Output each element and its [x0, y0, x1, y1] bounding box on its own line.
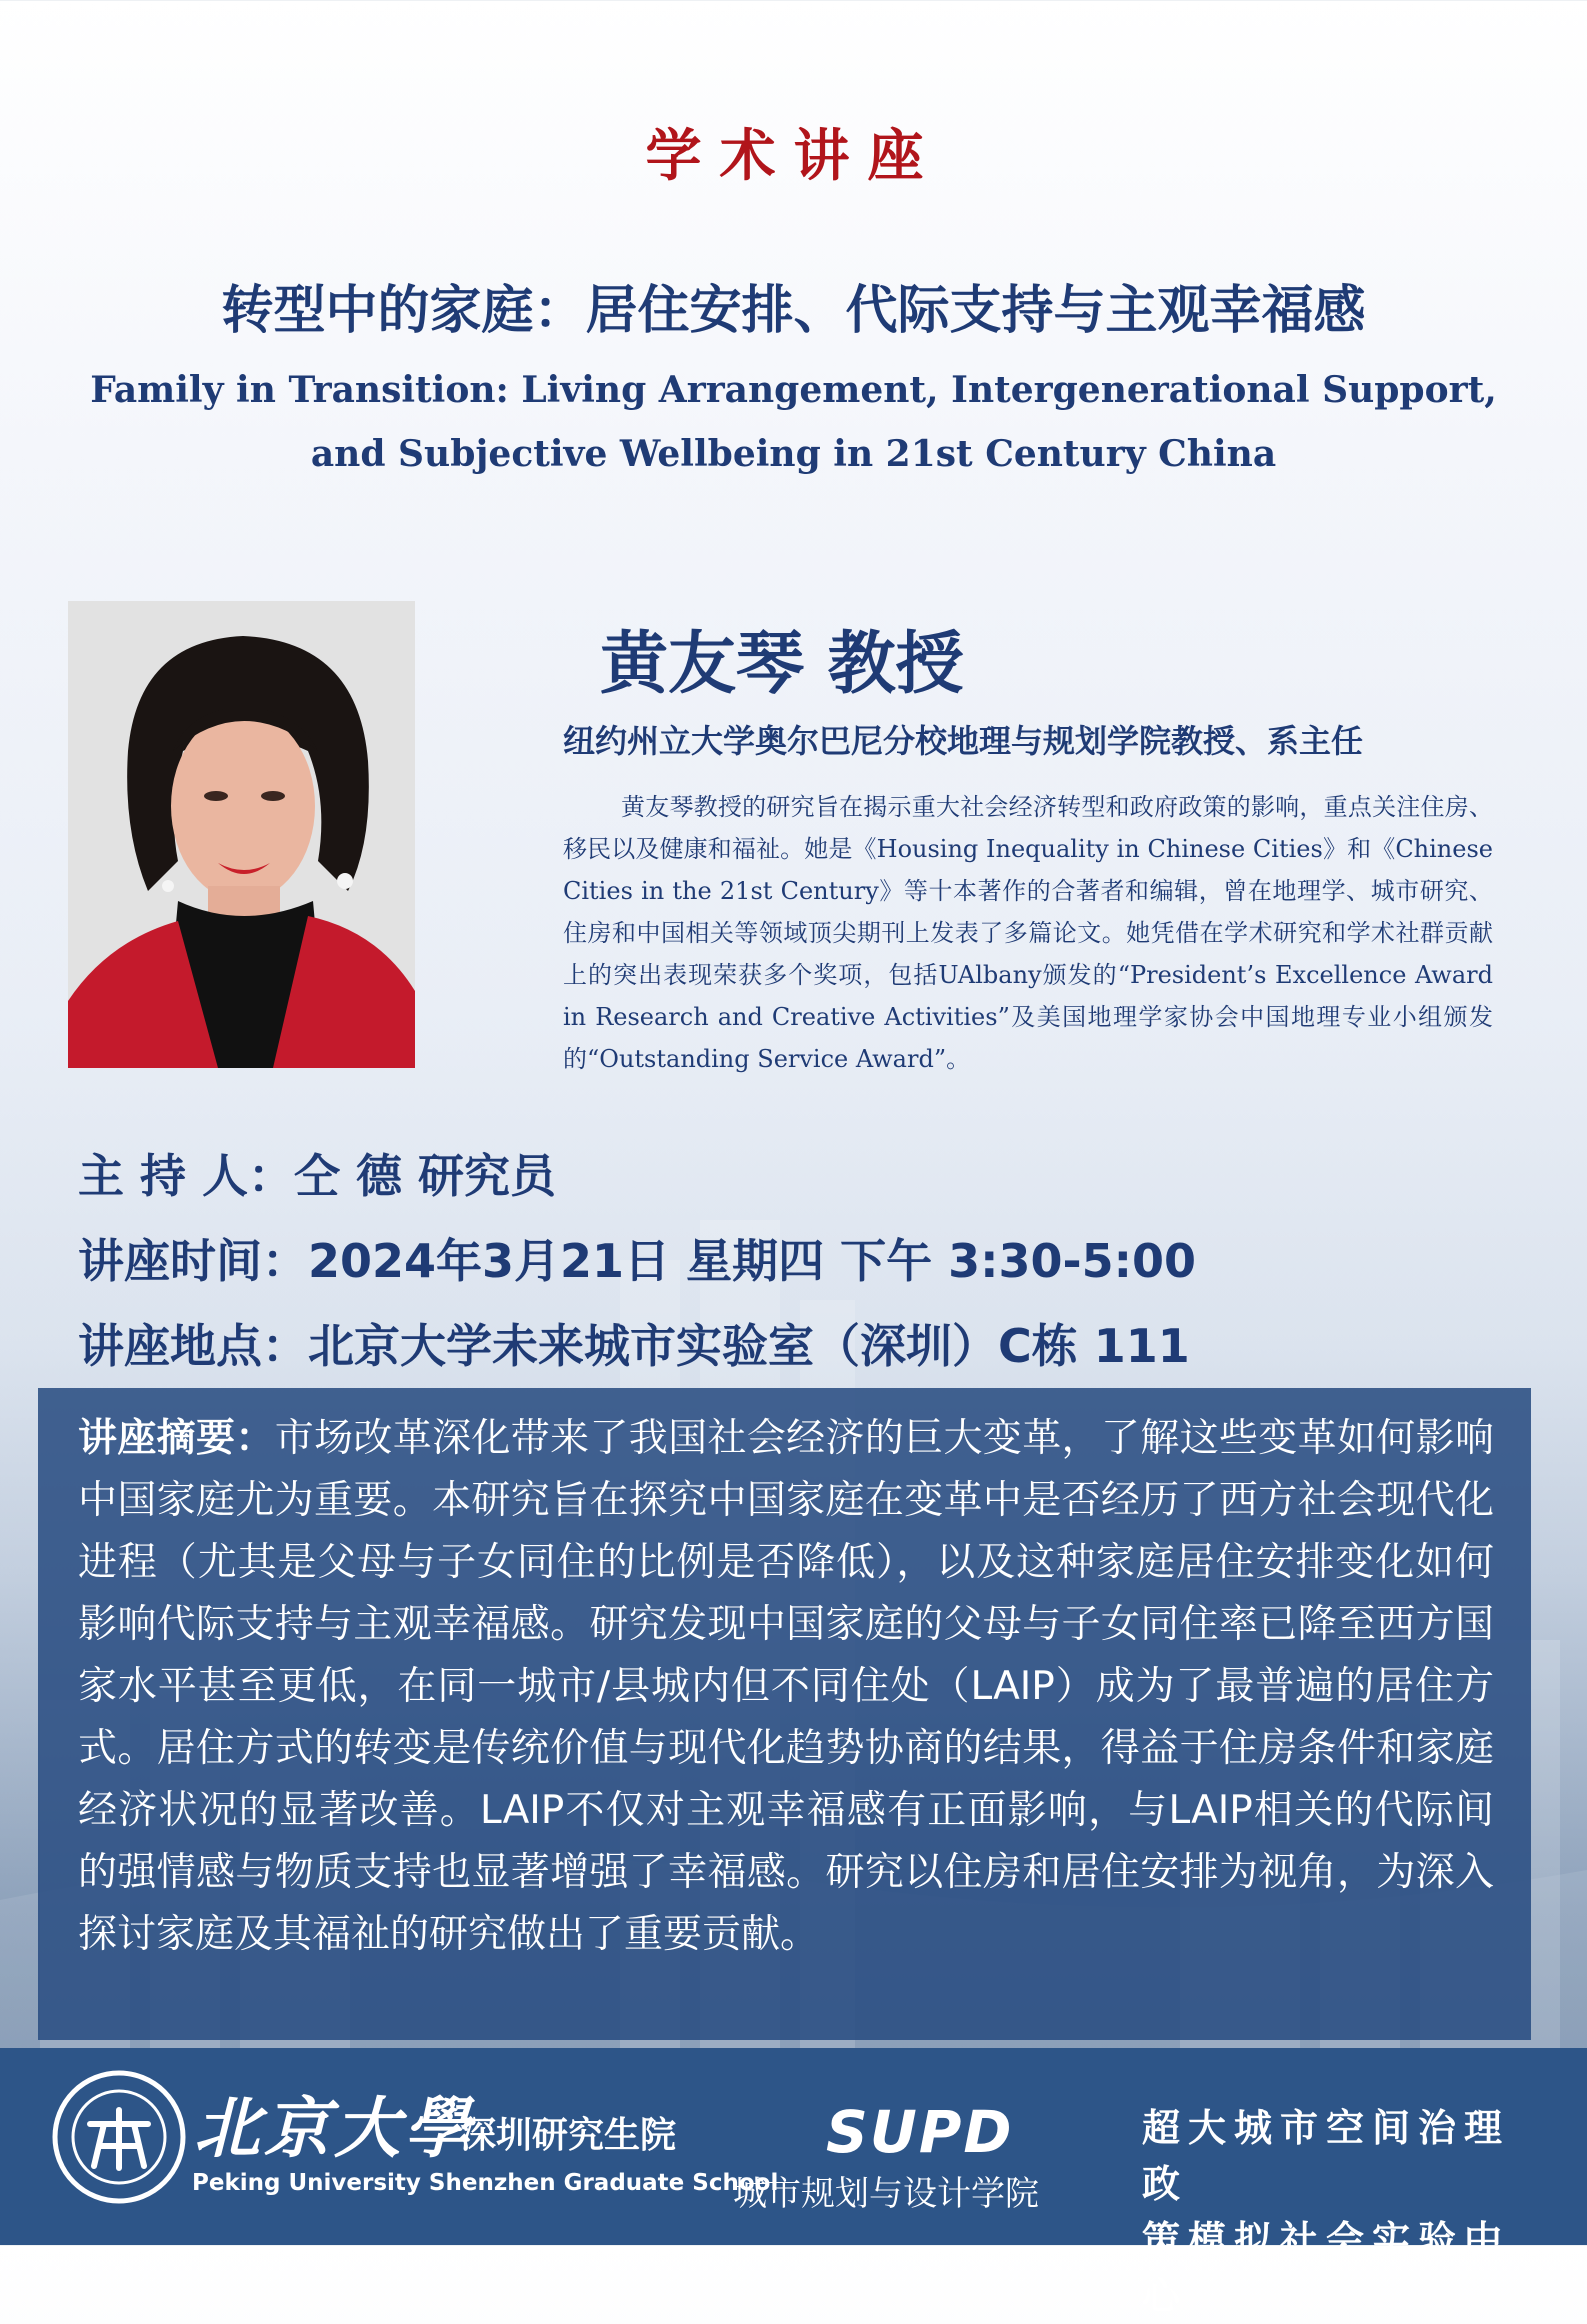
research-center-line1: 超大城市空间治理政	[1142, 2106, 1511, 2206]
abstract-label: 讲座摘要：	[78, 1416, 275, 1461]
speaker-portrait	[68, 601, 415, 1068]
pku-name-en: Peking University Shenzhen Graduate School	[192, 2170, 779, 2196]
pku-subname-cn: 深圳研究生院	[460, 2115, 677, 2156]
place-line: 讲座地点：北京大学未来城市实验室（深圳）C栋 111	[78, 1319, 1190, 1373]
portrait-illustration	[68, 601, 415, 1068]
time-line: 讲座时间：2024年3月21日 星期四 下午 3:30-5:00	[78, 1234, 1197, 1288]
speaker-bio: 黄友琴教授的研究旨在揭示重大社会经济转型和政府政策的影响，重点关注住房、移民以及健康和福祉。她是《Housing Inequality in Chinese Cities》和《Chinese Cities in the 21st Century》等十本著作的合著者和编辑，曾在地理学、城市研究、住房和中国相关等领域顶尖期刊上发表了多篇论文。她凭借在学术研究和学术社群贡献上的突出表现荣获多个奖项，包括UAlbany颁发的“President’s Excellence Award in Research and Creative Activities”及美国地理学家协会中国地理专业小组颁发的“Outstanding Service Award”。	[563, 793, 1493, 1073]
abstract-body: 市场改革深化带来了我国社会经济的巨大变革，了解这些变革如何影响中国家庭尤为重要。本研究旨在探究中国家庭在变革中是否经历了西方社会现代化进程（尤其是父母与子女同住的比例是否降低），以及这种家庭居住安排变化如何影响代际支持与主观幸福感。研究发现中国家庭的父母与子女同住率已降至西方国家水平甚至更低，在同一城市/县城内但不同住处（LAIP）成为了最普遍的居住方式。居住方式的转变是传统价值与现代化趋势协商的结果，得益于住房条件和家庭经济状况的显著改善。LAIP不仅对主观幸福感有正面影响，与LAIP相关的代际间的强情感与物质支持也显著增强了幸福感。研究以住房和居住安排为视角，为深入探讨家庭及其福祉的研究做出了重要贡献。	[78, 1416, 1494, 1957]
event-type-heading: 学术讲座	[645, 124, 942, 189]
speaker-affiliation: 纽约州立大学奥尔巴尼分校地理与规划学院教授、系主任	[563, 722, 1364, 760]
research-center-name	[1142, 2100, 1552, 2324]
abstract-text	[78, 1408, 1494, 1966]
host-line: 主 持 人：仝 德 研究员	[78, 1149, 557, 1203]
lecture-title-cn: 转型中的家庭：居住安排、代际支持与主观幸福感	[221, 281, 1366, 341]
pku-seal-logo	[50, 2068, 188, 2206]
pku-name-cn: 北京大學	[194, 2089, 474, 2167]
supd-logo: SUPD	[826, 2098, 1014, 2166]
lecture-title-en-line1: Family in Transition: Living Arrangement, Intergenerational Support,	[90, 369, 1497, 411]
lecture-title-en-line2: and Subjective Wellbeing in 21st Century China	[310, 433, 1277, 475]
research-center-line2: 策模拟社会实验中心	[1142, 2218, 1511, 2318]
supd-name-cn: 城市规划与设计学院	[733, 2174, 1039, 2214]
lecture-title-en	[0, 358, 1587, 486]
speaker-name: 黄友琴 教授	[600, 625, 964, 704]
